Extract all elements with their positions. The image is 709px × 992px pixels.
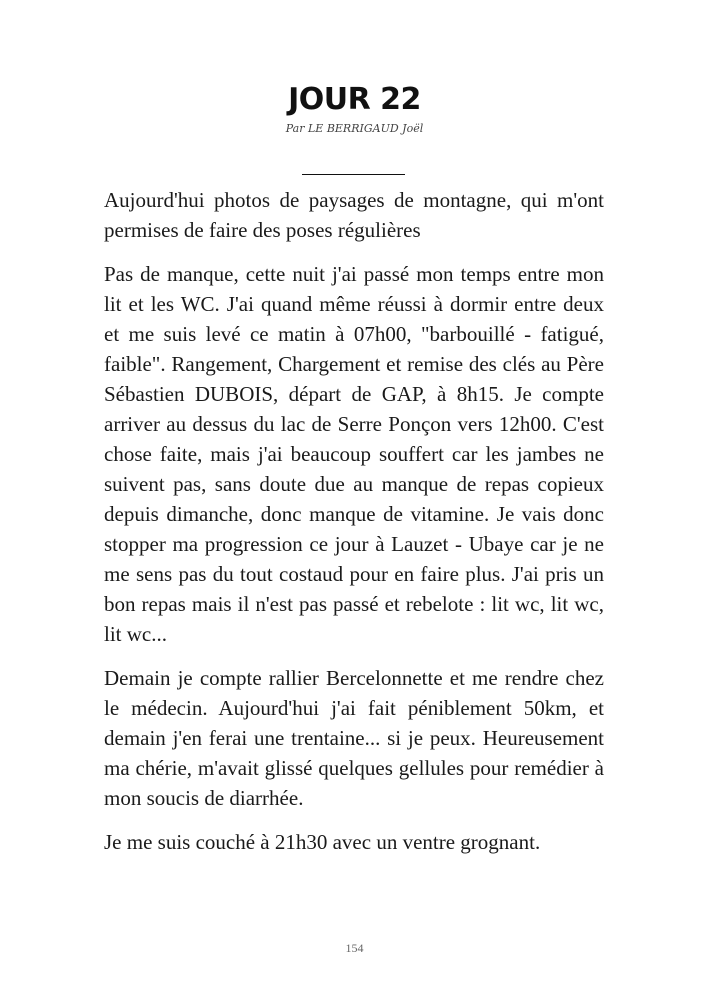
paragraph: Aujourd'hui photos de paysages de montagne, qui m'ont permises de faire des poses régulières	[104, 188, 604, 242]
chapter-body	[104, 185, 604, 871]
page-number: 154	[345, 941, 364, 955]
title-divider	[302, 174, 405, 175]
author-byline: Par LE BERRIGAUD Joël	[285, 122, 424, 135]
paragraph: Je me suis couché à 21h30 avec un ventre grognant.	[104, 830, 541, 854]
paragraph: Demain je compte rallier Bercelonnette et me rendre chez le médecin. Aujourd'hui j'ai fait péniblement 50km, et demain j'en ferai une trentaine... si je peux. Heureusement ma chérie, m'avait glissé quelques gellules pour remédier à mon soucis de diarrhée.	[104, 666, 604, 810]
chapter-title: JOUR 22	[288, 82, 421, 117]
paragraph: Pas de manque, cette nuit j'ai passé mon temps entre mon lit et les WC. J'ai quand même réussi à dormir entre deux et me suis levé ce matin à 07h00, "barbouillé - fatigué, faible". Rangement, Chargement et remise des clés au Père Sébastien DUBOIS, départ de GAP, à 8h15. Je compte arriver au dessus du lac de Serre Ponçon vers 12h00. C'est chose faite, mais j'ai beaucoup souffert car les jambes ne suivent pas, sans doute due au manque de repas copieux depuis dimanche, donc manque de vitamine. Je vais donc stopper ma progression ce jour à Lauzet - Ubaye car je ne me sens pas du tout costaud pour en faire plus. J'ai pris un bon repas mais il n'est pas passé et rebelote : lit wc, lit wc, lit wc...	[104, 262, 604, 646]
